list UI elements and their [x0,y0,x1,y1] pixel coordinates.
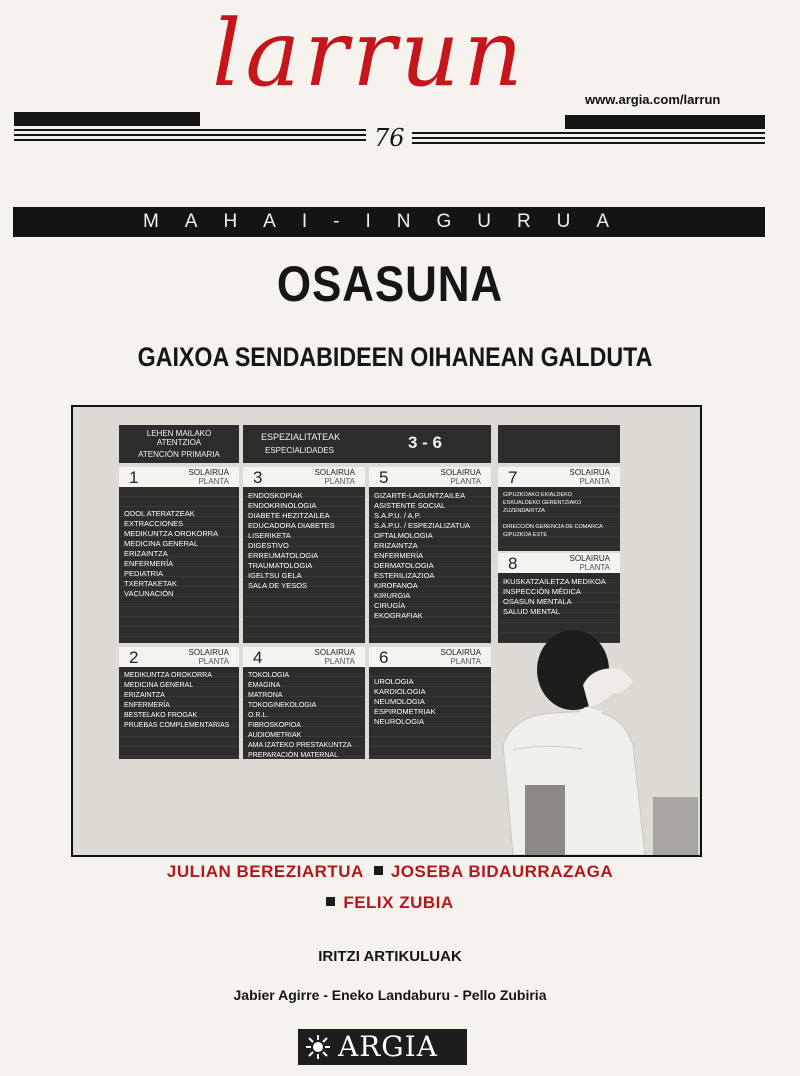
larrun-logo: larrun [212,0,527,107]
panel-items [248,491,335,591]
list-item: FIBROSKOPIOA [248,722,301,729]
list-item: OFTALMOLOGIA [374,531,433,540]
list-item: PRUEBAS COMPLEMENTARIAS [124,722,230,729]
list-item: UROLOGIA [374,677,414,686]
panel-items [124,509,218,599]
opinion-heading: IRITZI ARTIKULUAK [318,948,462,965]
headline: OSASUNA [276,256,504,312]
chair-back [525,785,565,855]
floor-number: 1 [129,468,139,487]
floor-label: PLANTA [579,477,610,486]
floor-label: PLANTA [324,477,355,486]
argia-wordmark: ARGIA [338,1030,438,1063]
list-item: PEDIATRIA [124,569,164,578]
floor-label: PLANTA [450,477,481,486]
subheadline: GAIXOA SENDABIDEEN OIHANEAN GALDUTA [137,342,653,372]
list-item: ENFERMERÍA [124,559,174,568]
list-item: DIRECCIÓN GERENCIA DE COMARCA [503,524,603,530]
floor-number: 8 [508,554,518,573]
masthead-stripe [412,137,765,139]
list-item: BESTELAKO FROGAK [124,712,198,719]
list-item: ESPIROMETRIAK [374,707,436,716]
list-item: MEDICINA GENERAL [124,539,199,548]
floor-label: PLANTA [324,657,355,666]
list-item: EDUCADORA DIABETES [248,521,335,530]
author-name: FELIX ZUBIA [343,893,454,912]
list-item: MEDIKUNTZA OROKORRA [124,672,212,679]
list-item: ENFERMERÍA [124,702,170,709]
author-name: JOSEBA BIDAURRAZAGA [390,862,614,881]
board-header-primary [119,425,239,463]
list-item: DIABETE HEZITZAILEA [248,511,330,520]
list-item: ERIZAINTZA [374,541,418,550]
opinion-writers: Jabier Agirre - Eneko Landaburu - Pello Zubiria [233,987,547,1003]
floor-label: PLANTA [198,477,229,486]
board-header-text: LEHEN MAILAKO [146,429,212,438]
website-url: www.argia.com/larrun [585,92,721,107]
list-item: OSASUN MENTALA [503,597,572,606]
floor-panel [119,467,239,643]
list-item: IGELTSU GELA [248,571,302,580]
masthead-stripe [412,142,765,144]
list-item: MATRONA [248,692,283,699]
list-item [503,515,603,523]
floor-label: PLANTA [579,563,610,572]
issue-number: 76 [374,124,405,152]
list-item: DERMATOLOGIA [374,561,434,570]
board-header-text: ATENCIÓN PRIMARIA [138,450,220,459]
floor-panel [119,647,239,759]
list-item: SALUD MENTAL [503,607,560,616]
square-bullet-icon [374,866,383,875]
list-item: ODOL ATERATZEAK [124,509,195,518]
list-item: IKUSKATZAILETZA MEDIKOA [503,577,606,586]
list-item: ASISTENTE SOCIAL [374,501,446,510]
panel-items [374,491,470,621]
floor-number: 7 [508,468,518,487]
floor-number: 6 [379,648,389,667]
list-item: EKOGRAFIAK [374,611,423,620]
list-item: TOKOLOGIA [248,672,290,679]
floor-label: SOLAIRUA [188,648,229,657]
list-item: S.A.P.U. / A.P. [374,511,421,520]
list-item: ESTERILIZAZIOA [374,571,435,580]
list-item: KIROFANOA [374,581,418,590]
authors-line-1 [0,862,780,882]
board-header-special [243,425,491,463]
list-item: TRAUMATOLOGIA [248,561,313,570]
panel-items [503,577,606,617]
list-item: INSPECCIÓN MÉDICA [503,587,581,596]
floor-label: SOLAIRUA [440,468,481,477]
list-item: CIRUGÍA [374,601,406,610]
board-header-text: ATENTZIOA [156,438,202,447]
list-item: KIRURGIA [374,591,411,600]
floor-number: 3 [253,468,263,487]
square-bullet-icon [326,897,335,906]
list-item: MEDICINA GENERAL [124,682,194,689]
board-header-blank [498,425,620,463]
list-item: ERIZAINTZA [124,549,168,558]
list-item: GIZARTE-LAGUNTZAILEA [374,491,466,500]
floor-label: SOLAIRUA [314,648,355,657]
list-item: GIPUZKOAKO EKIALDEKO [503,492,573,498]
floor-panel [369,467,491,643]
masthead-bar-left [14,112,200,126]
floor-label: SOLAIRUA [440,648,481,657]
floor-number: 4 [253,648,263,667]
masthead-stripe [14,134,366,136]
list-item: ZUZENDARITZA [503,508,545,514]
floor-number: 2 [129,648,139,667]
masthead-bar-right [565,115,765,129]
list-item: SALA DE YESOS [248,581,308,590]
argia-emblem-icon [304,1034,332,1060]
list-item: MEDIKUNTZA OROKORRA [124,529,219,538]
list-item: TXERTAKETAK [124,579,177,588]
list-item: NEUROLOGIA [374,717,425,726]
list-item: ENDOSKOPIAK [248,491,303,500]
list-item: ESKUALDEKO GERENTZIAKO [503,500,582,506]
list-item: S.A.P.U. / ESPEZIALIZATUA [374,521,471,530]
floor-number: 5 [379,468,389,487]
floor-range: 3 - 6 [408,433,443,452]
board-header-text: ESPEZIALITATEAK [261,432,341,442]
floor-label: PLANTA [450,657,481,666]
floor-label: SOLAIRUA [314,468,355,477]
board-header-text: ESPECIALIDADES [265,446,334,455]
list-item: EMAGINA [248,682,281,689]
panel-items [374,677,436,727]
chair-back [653,797,698,855]
masthead-stripe [14,129,366,131]
panel-items [503,491,603,539]
floor-label: SOLAIRUA [188,468,229,477]
person-reading-board [473,625,673,855]
list-item: PREPARACIÓN MATERNAL [248,752,338,759]
masthead-stripe [412,132,765,134]
list-item: EXTRACCIONES [124,519,184,528]
list-item: ENFERMERÍA [374,551,424,560]
hospital-directory-photo [71,405,702,857]
floor-panel [498,467,620,551]
list-item: NEUMOLOGIA [374,697,425,706]
list-item: TOKOGINEKOLOGIA [248,702,317,709]
list-item: ERIZAINTZA [124,692,165,699]
list-item: ENDOKRINOLOGIA [248,501,317,510]
list-item: O.R.L. [248,712,269,719]
list-item: AMA IZATEKO PRESTAKUNTZA [248,742,352,749]
author-name: JULIAN BEREZIARTUA [166,862,364,881]
list-item: DIGESTIVO [248,541,289,550]
floor-label: PLANTA [198,657,229,666]
floor-panel [243,647,365,759]
floor-label: SOLAIRUA [569,554,610,563]
list-item: LISERIKETA [248,531,291,540]
list-item: AUDIOMETRIAK [248,732,302,739]
authors-line-2 [0,893,770,913]
panel-items [248,671,352,761]
list-item: ERREUMATOLOGIA [248,551,319,560]
floor-panel [243,467,365,643]
floor-label: SOLAIRUA [569,468,610,477]
argia-publisher-logo [298,1029,467,1065]
masthead-stripe [14,139,366,141]
list-item: GIPUZKOA ESTE [503,532,548,538]
section-band: MAHAI-INGURUA [13,207,765,237]
panel-items [124,671,229,731]
list-item: KARDIOLOGIA [374,687,426,696]
list-item: VACUNACIÓN [124,589,174,598]
